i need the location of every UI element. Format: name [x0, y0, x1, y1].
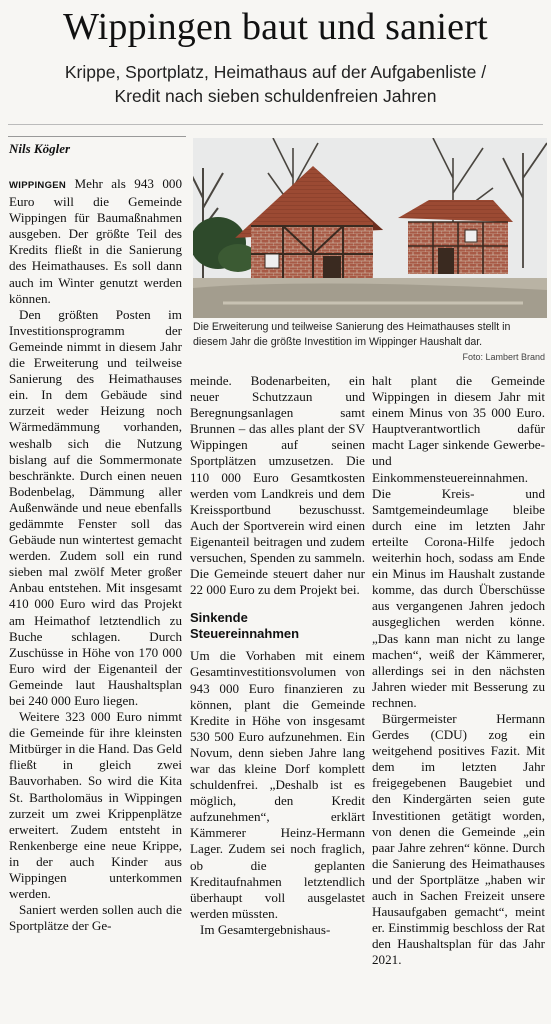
paragraph: Um die Vorhaben mit einem Gesamtinvestitionsvolumen von 943 000 Euro finanzieren zu können, plant die Gemeinde Kredite in Höhe von insgesamt 530 500 Euro aufzunehmen. Ein Novum, denn sieben Jahre lang war das kleine Dorf komplett schuldenfrei. „Deshalb ist es möglich, den Kredit aufzunehmen“, erklärt Kämmerer Heinz-Hermann Lager. Zudem sei noch fraglich, ob die geplanten Kreditaufnahmen letztendlich überhaupt voll ausgelastet werden müssten.: [190, 648, 365, 921]
paragraph: Bürgermeister Hermann Gerdes (CDU) zog ein weitgehend positives Fazit. Mit dem im letzten Jahr freigegebenen Baugebiet und den Kindergärten seien gute Investitionen getätigt worden, von denen die Gemeinde „ein paar Jahre zehren“ könne. Durch die Sanierung des Heimathauses und der Sportplätze „haben wir auch in Sachen Freizeit unsere Hausaufgaben gemacht“, meint er. Einstimmig beschloss der Rat den Haushaltsplan für das Jahr 2021.: [372, 710, 545, 968]
paragraph: Im Gesamtergebnishaus-: [200, 921, 331, 937]
heimathaus-photo: [193, 138, 547, 318]
subheadline-line-2: Kredit nach sieben schuldenfreien Jahren: [114, 86, 437, 106]
paragraph: Den größten Posten im Investitionsprogramm der Gemeinde nimmt in diesem Jahr die Erweiterung und teilweise Sanierung des Heimathauses ein. In dem Gebäude sind zurzeit weder Heizung noch Wärmedämmung vorhanden, weshalb sich die Nutzung bislang auf die Sommermonate beschränkte. Durch einen neuen Bodenbelag, Dämmung aller Außenwände und neue ebenfalls gedämmte Fenster soll das Gebäude nun wintertest gemacht werden. Zudem soll ein rund sieben mal zwölf Meter großer Anbau entstehen. Mit insgesamt 410 000 Euro wird das Projekt am Heimathof letztendlich zu Buche schlagen. Durch Zuschüsse in Höhe von 170 000 Euro wird der Eigenanteil der Gemeinde laut Haushaltsplan bei 240 000 Euro liegen.: [9, 306, 182, 708]
article-photo: [193, 138, 547, 318]
paragraph: meinde. Bodenarbeiten, ein neuer Schutzzaun und Beregnungsanlagen samt Brunnen – das alles plant der SV Wippingen auf seinen Sportplätzen umzusetzen. Die 110 000 Euro Gesamtkosten werden vom Landkreis und dem Kreissportbund bezuschusst. Auch der Sportverein wird einen Eigenanteil beitragen und zudem versuchen, Spenden zu sammeln. Die Gemeinde steuert daher nur 22 000 Euro zu dem Projekt bei.: [190, 373, 365, 598]
paragraph: Weitere 323 000 Euro nimmt die Gemeinde für ihre kleinsten Mitbürger in die Hand. Das Geld fließt in gleich zwei Bauvorhaben. So wird die Kita St. Bartholomäus in Wippingen zurzeit um zwei Krippenplätze erweitert. Zudem entsteht in Renkenberge eine neue Krippe, in der auch Kinder aus Wippingen unterkommen werden.: [9, 709, 182, 902]
photo-caption: Die Erweiterung und teilweise Sanierung des Heimathauses stellt in diesem Jahr die größte Investition im Wippinger Haushalt dar.: [193, 321, 511, 348]
article-column-2: [190, 373, 365, 938]
author-rule: [8, 136, 186, 137]
article-column-1: [9, 176, 182, 934]
header-divider: [8, 124, 543, 125]
photo-credit: Foto: Lambert Brand: [462, 352, 545, 362]
dateline: WIPPINGEN: [9, 180, 67, 191]
paragraph: Saniert werden sollen auch die Sportplätze der Ge-: [9, 902, 182, 934]
article-column-3: [372, 373, 545, 968]
subheadline-line-1: Krippe, Sportplatz, Heimathaus auf der Aufgabenliste /: [64, 62, 487, 82]
paragraph: WIPPINGEN Mehr als 943 000 Euro will die Gemeinde Wippingen für Baumaßnahmen ausgeben. Der größte Teil des Kredits fließt in die Sanierung des Heimathauses. Es soll dann auch im Winter genutzt werden können.: [9, 176, 182, 306]
subheading: Sinkende Steuereinnahmen: [190, 610, 300, 642]
subheadline: [0, 60, 551, 108]
author-byline: Nils Kögler: [9, 141, 71, 156]
paragraph: halt plant die Gemeinde Wippingen in diesem Jahr mit einem Minus von 35 000 Euro. Hauptverantwortlich dafür macht Lager sinkende Gewerbe- und Einkommensteuereinnahmen. Die Kreis- und Samtgemeindeumlage bleibe durch eine im letzten Jahr erteilte Corona-Hilfe jedoch weiterhin hoch, sodass am Ende ein Minus im Haushalt zustande komme, das durch Überschüsse aus vergangenen Jahren jedoch ausgeglichen werden könne. „Das kann man nicht zu lange machen“, weiß der Kämmerer, allerdings sei in den nächsten Jahren wieder mit Besserung zu rechnen.: [372, 373, 545, 710]
headline: Wippingen baut und saniert: [63, 6, 488, 48]
